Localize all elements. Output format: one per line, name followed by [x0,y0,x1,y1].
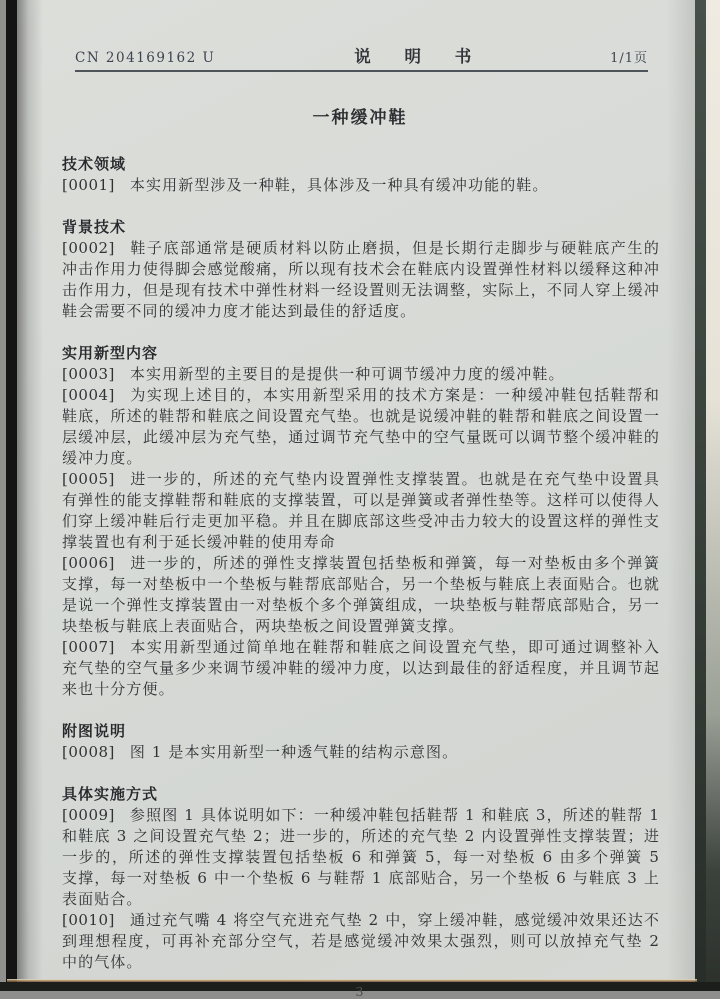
section-technical-field [62,154,660,196]
paragraph-number: [0002] [62,239,115,257]
paragraph-number: [0009] [62,806,115,824]
paragraph [62,385,660,469]
paragraph-text: 通过充气嘴 4 将空气充进充气垫 2 中，穿上缓冲鞋，感觉缓冲效果还达不到理想程度，可再补充部分空气，若是感觉缓冲效果太强烈，则可以放掉充气垫 2 中的气体。 [62,911,660,971]
section-heading: 具体实施方式 [62,785,159,803]
paragraph-text: 进一步的，所述的弹性支撑装置包括垫板和弹簧，每一对垫板由多个弹簧支撑，每一对垫板中一个垫板与鞋帮底部贴合，另一个垫板与鞋底上表面贴合。也就是说一个弹性支撑装置由一对垫板个多个弹簧组成，一块垫板与鞋帮底部贴合，另一块垫板与鞋底上表面贴合，两块垫板之间设置弹簧支撑。 [62,554,660,635]
section-heading: 实用新型内容 [62,344,159,362]
section-embodiments [62,784,660,973]
document-body [62,154,660,973]
paragraph [62,238,660,322]
publication-number: CN 204169162 U [75,50,216,66]
paragraph-number: [0008] [62,743,115,761]
paragraph-number: [0005] [62,470,115,488]
paragraph [62,910,660,973]
paragraph [62,805,660,910]
paragraph [62,742,660,763]
paragraph-text: 进一步的，所述的充气垫内设置弹性支撑装置。也就是在充气垫中设置具有弹性的能支撑鞋帮和鞋底的支撑装置，可以是弹簧或者弹性垫等。这样可以使得人们穿上缓冲鞋后行走更加平稳。并且在脚底部这些受冲击力较大的设置这样的弹性支撑装置也有利于延长缓冲鞋的使用寿命 [62,470,660,551]
paragraph-number: [0003] [62,365,115,383]
page-number: 3 [355,984,365,999]
paragraph-number: [0001] [62,176,115,194]
paragraph [62,175,660,196]
paragraph-number: [0010] [62,911,115,929]
sheet-indicator: 1/1页 [610,51,648,66]
paragraph-number: [0006] [62,554,115,572]
paragraph [62,364,660,385]
header-divider [75,70,648,72]
paragraph-number: [0007] [62,638,115,656]
paragraph [62,469,660,553]
section-heading: 背景技术 [62,218,127,236]
section-utility-model-content [62,343,660,700]
paragraph-text: 本实用新型通过简单地在鞋帮和鞋底之间设置充气垫，即可通过调整补入充气垫的空气量多少来调节缓冲鞋的缓冲力度，以达到最佳的舒适程度，并且调节起来也十分方便。 [62,638,660,698]
paragraph-text: 本实用新型的主要目的是提供一种可调节缓冲力度的缓冲鞋。 [129,365,565,383]
section-background-art [62,217,660,322]
paragraph-number: [0004] [62,386,115,404]
paragraph [62,637,660,700]
invention-title: 一种缓冲鞋 [312,108,408,128]
document-type-label: 说 明 书 [354,47,486,66]
section-heading: 技术领域 [62,155,127,173]
paragraph-text: 为实现上述目的，本实用新型采用的技术方案是：一种缓冲鞋包括鞋帮和鞋底，所述的鞋帮和鞋底之间设置充气垫。也就是说缓冲鞋的鞋帮和鞋底之间设置一层缓冲层，此缓冲层为充气垫，通过调节充气垫中的空气量既可以调节整个缓冲鞋的缓冲力度。 [62,386,660,467]
paragraph [62,553,660,637]
paragraph-text: 参照图 1 具体说明如下：一种缓冲鞋包括鞋帮 1 和鞋底 3，所述的鞋帮 1 和鞋底 3 之间设置充气垫 2；进一步的，所述的充气垫 2 内设置弹性支撑装置；进一步的，所述的弹性支撑装置包括垫板 6 和弹簧 5，每一对垫板 6 由多个弹簧 5 支撑，每一对垫板 6 中一个垫板 6 与鞋帮 1 底部贴合，另一个垫板 6 与鞋底 3 上表面贴合。 [62,806,660,908]
section-heading: 附图说明 [62,722,127,740]
paragraph-text: 图 1 是本实用新型一种透气鞋的结构示意图。 [129,743,459,761]
scan-right-background [706,0,720,991]
paragraph-text: 本实用新型涉及一种鞋，具体涉及一种具有缓冲功能的鞋。 [129,176,549,194]
section-drawing-description [62,721,660,763]
paragraph-text: 鞋子底部通常是硬质材料以防止磨损，但是长期行走脚步与硬鞋底产生的冲击作用力使得脚会感觉酸痛，所以现有技术会在鞋底内设置弹性材料以缓释这种冲击作用力，但是现有技术中弹性材料一经设置则无法调整，实际上，不同人穿上缓冲鞋会需要不同的缓冲力度才能达到最佳的舒适度。 [62,239,660,320]
document-header [75,43,648,67]
